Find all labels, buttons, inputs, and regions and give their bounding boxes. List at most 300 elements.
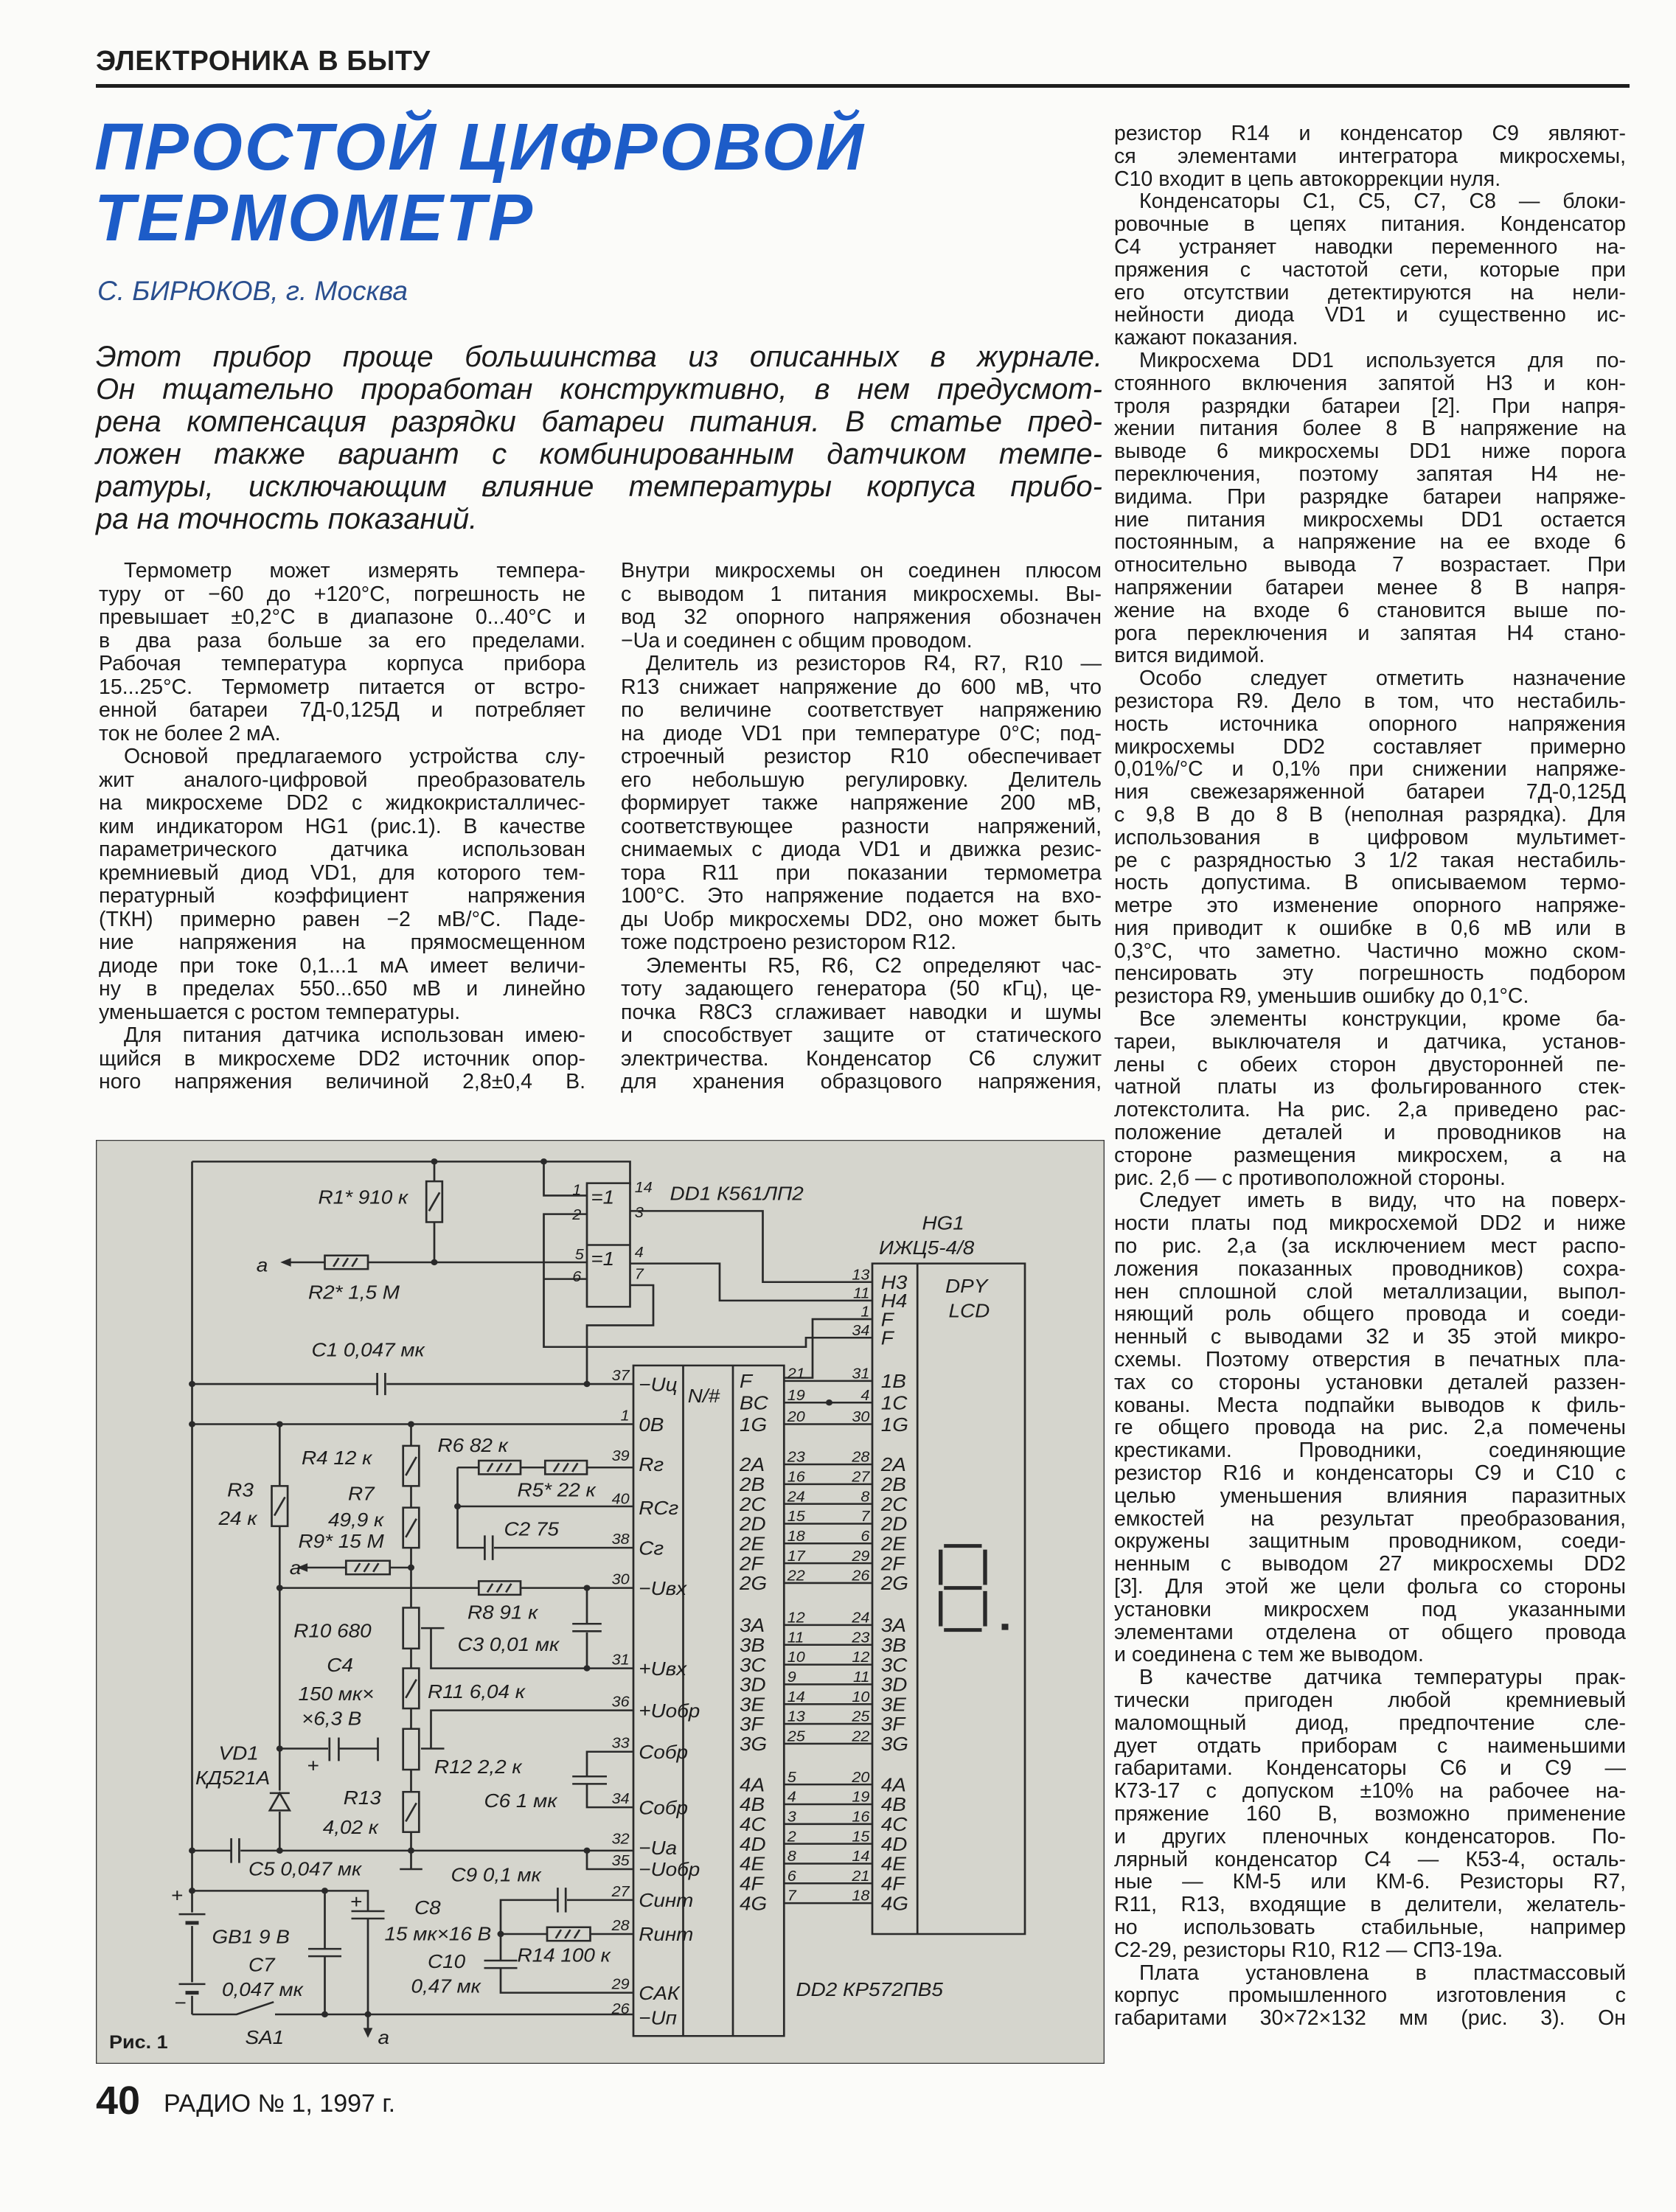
label-c7-value: 0,047 мк	[222, 1978, 303, 2000]
text-line: вится видимой.	[1114, 644, 1265, 668]
dd2-left-pin-label: −Ua	[639, 1837, 678, 1859]
hg1-pin-number: 8	[860, 1488, 870, 1506]
text-line: крестиками. Проводники, соединяющие	[1114, 1439, 1626, 1463]
hg1-segment-label: F	[880, 1309, 894, 1331]
dd2-left-pin-number: 37	[611, 1367, 630, 1384]
label-r11: R11 6,04 к	[428, 1680, 526, 1703]
dd2-right-pin-label: 3G	[740, 1733, 768, 1755]
text-line: емкостей на результат преобразования,	[1114, 1506, 1626, 1531]
dd2-left-pin-number: 30	[611, 1571, 630, 1588]
paragraph	[1114, 1008, 1626, 1189]
text-line: лотекстолита. На рис. 2,а приведено рас-	[1114, 1098, 1626, 1122]
label-r3: R3	[227, 1479, 254, 1501]
dd2-right-pin-number: 11	[787, 1630, 804, 1646]
text-line: C10 входит в цепь автокоррекции нуля.	[1114, 167, 1501, 191]
dd2-right-pin-number: 7	[787, 1888, 796, 1905]
dd2-left-pin-label: +Uобр	[639, 1700, 700, 1722]
text-line: C4 устраняет наводки переменного на-	[1114, 234, 1626, 259]
dd1-pin: 3	[634, 1204, 644, 1221]
text-line: стоянного включения запятой H3 и кон-	[1114, 371, 1626, 395]
dd2-left-pin-label: Cг	[639, 1537, 664, 1559]
hg1-pin-number: 18	[852, 1888, 870, 1905]
dd2-left-pin-label: Rг	[639, 1454, 664, 1476]
label-r9: R9* 15 М	[298, 1531, 384, 1552]
text-line: тоже подстроено резистором R12.	[621, 931, 957, 954]
text-line: ние напряжения на прямосмещенном	[99, 931, 585, 954]
text-line: переключения, поэтому запятая H4 не-	[1114, 462, 1626, 486]
hg1-segment-label: 4C	[880, 1813, 908, 1835]
text-line: тах со стороны установки деталей раззен-	[1114, 1370, 1626, 1394]
hg1-pin-number: 15	[852, 1828, 870, 1846]
label-r10: R10 680	[293, 1620, 372, 1642]
text-column-3	[1114, 122, 1626, 2030]
text-line: ного напряжения величиной 2,8±0,4 В.	[99, 1070, 585, 1093]
text-line: ные — КМ-5 или КМ-6. Резисторы R7,	[1114, 1870, 1626, 1894]
text-line: жение на входе 6 становится выше по-	[1114, 598, 1626, 622]
text-line: ния приводит к ошибке в 0,6 мВ или в	[1114, 916, 1626, 940]
paragraph	[621, 653, 1102, 955]
dd2-right-pin-label: 4E	[740, 1853, 765, 1875]
label-r12: R12 2,2 к	[434, 1756, 522, 1778]
text-line: относительно вывода 7 возрастает. При	[1114, 553, 1626, 577]
dd2-right-pin-number: 20	[787, 1408, 805, 1426]
label-c6: C6 1 мк	[484, 1790, 557, 1812]
label-c7: C7	[248, 1954, 275, 1976]
dd2-left-pin-number: 28	[611, 1917, 630, 1934]
text-line: К73-17 с допуском ±10% на рабочее на-	[1114, 1779, 1626, 1804]
dd2-right-pin-label: 1G	[740, 1413, 768, 1436]
label-a2: a	[289, 1557, 302, 1579]
text-line: по величине соответствует напряжению	[621, 698, 1102, 722]
text-line: нейности диода VD1 и существенно ис-	[1114, 303, 1626, 327]
dd1-gate-2-label: =1	[591, 1248, 615, 1270]
dd2-right-pin-number: 9	[787, 1669, 796, 1686]
text-line: параметрического датчика использован	[99, 838, 585, 861]
text-line: превышает ±0,2°С в диапазоне 0...40°С и	[99, 605, 585, 629]
dd2-right-pin-label: 2C	[740, 1493, 766, 1515]
hg1-segment-label: 4G	[880, 1893, 908, 1915]
paragraph	[621, 955, 1102, 1094]
dd2-right-pin-number: 13	[787, 1708, 805, 1725]
dd2-left-pin-label: −Uп	[639, 2007, 677, 2029]
text-line: тора R11 при показании термометра	[621, 860, 1102, 885]
hg1-pin-number: 25	[852, 1708, 870, 1725]
label-c10-value: 0,47 мк	[411, 1975, 481, 1997]
dd2-right-pin-label: 4F	[740, 1873, 764, 1895]
dd2-right-pin-label: 3B	[740, 1634, 765, 1656]
dd2-right-pin-label: 2B	[740, 1473, 765, 1495]
text-line: маломощный диод, предпочтение сле-	[1114, 1711, 1626, 1735]
text-line: пературный коэффициент напряжения	[99, 884, 585, 908]
text-line: и способствует защите от статического	[621, 1023, 1102, 1047]
text-line: резистора R9. Дело в том, что нестабиль-	[1114, 689, 1626, 713]
resistor-r4	[403, 1446, 420, 1486]
diode-vd1	[268, 1791, 291, 1812]
dd2-right-pin-number: 10	[787, 1649, 805, 1666]
dd1-pin: 14	[634, 1179, 653, 1197]
paragraph	[1114, 1962, 1626, 2030]
text-line: Он тщательно проработан конструктивно, в нем предусмот-	[96, 373, 1102, 406]
text-line: ность допустима. В описываемом термо-	[1114, 871, 1626, 895]
label-c8: C8	[414, 1897, 441, 1919]
text-line: Особо следует отметить назначение	[1139, 667, 1626, 691]
resistor-r2	[325, 1256, 369, 1269]
text-line: енной батареи 7Д-0,125Д и потребляет	[99, 698, 585, 722]
text-line: выводе 6 микросхемы DD1 ниже порога	[1114, 439, 1626, 464]
text-line: Термометр может измерять темпера-	[124, 559, 585, 582]
dd2-left-pin-label: −Uобр	[639, 1859, 700, 1880]
label-dd1: DD1 К561ЛП2	[670, 1183, 804, 1205]
hg1-segment-label: 4F	[880, 1873, 905, 1895]
label-c9: C9 0,1 мк	[451, 1864, 541, 1886]
hg1-segment-label: 2A	[880, 1454, 906, 1476]
dd2-right-pin-label: 2A	[740, 1454, 765, 1476]
text-line: Рабочая температура корпуса прибора	[99, 652, 585, 675]
label-c1: C1 0,047 мк	[311, 1339, 425, 1361]
text-line: вод 32 опорного напряжения обозначен	[621, 605, 1102, 629]
text-line: окружены защитным проводником, соеди-	[1114, 1529, 1626, 1554]
dd2-left-pin-label: −Uц	[639, 1374, 678, 1396]
text-line: соответствующее разности напряжений,	[621, 814, 1102, 838]
text-line: уменьшается с ростом температуры.	[99, 1000, 461, 1024]
text-line: кованы. Места подпайки выводов к филь-	[1114, 1393, 1626, 1417]
hg1-pin-number: 27	[852, 1469, 870, 1486]
dd2-left-pin-number: 36	[611, 1694, 630, 1711]
label-c4-plus: +	[307, 1755, 319, 1777]
label-vd1-type: КД521А	[195, 1767, 271, 1789]
text-line: чатной платы из фольгированного стек-	[1114, 1075, 1626, 1099]
text-line: щийся в микросхеме DD2 источник опор-	[99, 1046, 585, 1071]
text-line: диоде при токе 0,1...1 мА имеет величи-	[99, 953, 585, 978]
label-c10: C10	[428, 1950, 466, 1972]
text-line: лярный конденсатор C4 — К53-4, осталь-	[1114, 1847, 1626, 1871]
hg1-pin-number: 31	[852, 1366, 870, 1382]
text-line: снимаемых с диода VD1 и движка резис-	[621, 838, 1102, 861]
hg1-segment-label: 4E	[880, 1853, 906, 1875]
label-r7: R7	[348, 1483, 375, 1505]
text-line: постоянным, а напряжение на ее входе 6	[1114, 530, 1626, 554]
label-a1: a	[256, 1254, 268, 1276]
dd2-right-pin-label: 2G	[740, 1573, 768, 1594]
text-line: в два раза больше за его пределами.	[99, 628, 585, 653]
text-line: элементами отделена от общего провода	[1114, 1620, 1626, 1644]
hg1-pin-number: 26	[852, 1568, 870, 1585]
text-line: ды Uобр микросхемы DD2, оно может быть	[621, 907, 1102, 931]
dd2-right-pin-number: 12	[787, 1610, 805, 1627]
paragraph	[1114, 1189, 1626, 1666]
title-line-2: ТЕРМОМЕТР	[94, 181, 535, 255]
text-line: Плата установлена в пластмассовый	[1139, 1961, 1626, 1985]
dd2-right-pin-number: 21	[787, 1366, 805, 1382]
paragraph	[1114, 667, 1626, 1008]
text-line: ности платы под микросхемой DD2 и ниже	[1114, 1211, 1626, 1236]
text-line: с 9,8 В до 8 В (неполная разрядка). Для	[1114, 802, 1626, 827]
hg1-segment-label: 2B	[880, 1473, 906, 1495]
text-line: ненный с выводами 32 и 35 этой микро-	[1114, 1325, 1626, 1349]
resistor-r7	[403, 1508, 420, 1548]
text-line: Этот прибор проще большинства из описанных в журнале.	[96, 341, 1102, 373]
label-hg1: HG1	[922, 1212, 964, 1234]
text-line: Микросхема DD1 используется для по-	[1139, 348, 1626, 372]
text-line: габаритами 30×72×132 мм (рис. 3). Он	[1114, 2006, 1626, 2031]
text-line: ние питания микросхемы DD1 остается	[1114, 507, 1626, 532]
article-title	[94, 112, 866, 254]
paragraph	[1114, 190, 1626, 349]
hg1-segment-label: 2G	[880, 1573, 908, 1594]
hg1-segment-label: 3C	[880, 1654, 908, 1676]
hg1-pin-number: 16	[852, 1809, 870, 1826]
hg1-segment-label: 1B	[880, 1370, 906, 1392]
text-line: [3]. Для этой же цели фольга со стороны	[1114, 1575, 1626, 1599]
dd2-right-pin-number: 3	[787, 1809, 796, 1826]
text-line: резистор R16 и конденсаторы C9 и C10 с	[1114, 1461, 1626, 1486]
dd2-right-pin-label: 4D	[740, 1833, 766, 1855]
capacitor-c4	[328, 1737, 338, 1761]
text-line: C2-29, резисторы R10, R12 — СП3-19а.	[1114, 1938, 1503, 1962]
label-r5: R5* 22 к	[517, 1479, 596, 1501]
text-line: его отсутствии детектируются на нели-	[1114, 280, 1626, 305]
text-line: целью уменьшения влияния паразитных	[1114, 1484, 1626, 1508]
hg1-segment-label: 2F	[880, 1553, 905, 1575]
hg1-pin-number: 13	[852, 1267, 870, 1284]
hg1-segment-label: 2E	[880, 1533, 906, 1555]
dd2-left-pin-label: Cобр	[639, 1741, 689, 1763]
text-line: В качестве датчика температуры прак-	[1139, 1666, 1626, 1690]
text-line: Элементы R5, R6, C2 определяют час-	[646, 953, 1102, 978]
dd1-pin: 4	[634, 1244, 644, 1262]
text-line: жит аналого-цифровой преобразователь	[99, 768, 585, 792]
label-c5: C5 0,047 мк	[248, 1858, 362, 1880]
text-line: R11, R13, входящие в делители, желатель-	[1114, 1893, 1626, 1917]
hg1-segment-label: 4B	[880, 1794, 906, 1815]
capacitor-c7	[308, 1949, 341, 1956]
text-column-2	[621, 560, 1102, 1094]
dd2-right-pin-label: 4G	[740, 1893, 768, 1915]
hg1-segment-label: 1G	[880, 1413, 908, 1436]
text-line: тически пригоден любой кремниевый	[1114, 1688, 1626, 1712]
text-line: Делитель из резисторов R4, R7, R10 —	[646, 652, 1102, 675]
hg1-pin-number: 21	[852, 1868, 870, 1885]
dd2-left-pin-label: −Uвх	[639, 1577, 687, 1599]
label-r7-value: 49,9 к	[328, 1509, 384, 1531]
dd2-left-pin-label: Cинт	[639, 1889, 694, 1911]
hg1-pin-number: 22	[852, 1728, 870, 1745]
resistor-r6	[479, 1461, 521, 1474]
dd2-right-pin-number: 25	[787, 1728, 805, 1745]
text-line: по рис. 2,а (за исключением мест распо-	[1114, 1234, 1626, 1259]
text-line: няющий роль общего провода и соеди-	[1114, 1302, 1626, 1326]
dd2-left-pin-label: CАК	[639, 1982, 680, 2004]
hg1-pin-number: 6	[860, 1528, 870, 1545]
text-line: ге общего провода на рис. 2,а помечены	[1114, 1416, 1626, 1440]
dd1-pin: 6	[572, 1268, 582, 1285]
hg1-pin-number: 19	[852, 1789, 870, 1806]
text-line: стороне размещения микросхем, а на	[1114, 1143, 1626, 1167]
dd2-left-pin-label: 0В	[639, 1413, 664, 1436]
text-line: резистор R14 и конденсатор C9 являют-	[1114, 122, 1626, 145]
hg1-segment-label: 2C	[880, 1493, 908, 1515]
text-line: рога переключения и запятая H4 стано-	[1114, 621, 1626, 645]
dd2-left-pin-number: 39	[611, 1447, 630, 1464]
header-rule	[96, 84, 1630, 88]
hg1-segment-label: 3G	[880, 1733, 908, 1755]
dd2-right-pin-number: 22	[787, 1568, 805, 1585]
text-line: для хранения образцового напряжения,	[621, 1070, 1102, 1093]
label-r14: R14 100 к	[517, 1944, 611, 1966]
dd2-left-pin-number: 29	[611, 1976, 630, 1993]
dd2-right-pin-number: 6	[787, 1868, 796, 1885]
label-c4-value: 150 мк×	[298, 1683, 375, 1705]
hg1-segment-label: 3B	[880, 1634, 906, 1656]
text-line: ратуры, исключающим влияние температуры корпуса прибо-	[96, 470, 1102, 503]
label-c2: C2 75	[504, 1518, 559, 1540]
dd2-right-pin-number: 23	[787, 1449, 805, 1466]
hg1-pin-number: 11	[852, 1669, 870, 1686]
text-line: ток не более 2 мА.	[99, 721, 281, 745]
dd2-left-pin-number: 35	[611, 1852, 630, 1869]
text-line: ра на точность показаний.	[96, 503, 478, 535]
label-r6: R6 82 к	[437, 1435, 508, 1457]
text-line: видима. При разрядке батареи напряже-	[1114, 484, 1626, 509]
label-hg1-type: ИЖЦ5-4/8	[879, 1237, 975, 1259]
paragraph	[1114, 1666, 1626, 1961]
text-line: схемы. Поэтому отверстия в печатных пла-	[1114, 1348, 1626, 1372]
dd2-right-pin-number: 18	[787, 1528, 805, 1545]
label-battery-minus: −	[174, 1992, 187, 2014]
text-line: кремниевый диод VD1, для которого тем-	[99, 860, 585, 885]
dd2-left-pin-number: 38	[611, 1531, 630, 1548]
dd2-right-pin-label: 2F	[740, 1553, 764, 1575]
text-line: но использовать стабильные, например	[1114, 1915, 1626, 1939]
trimmer-r12	[403, 1729, 420, 1770]
dd2-right-pin-label: 3D	[740, 1674, 766, 1696]
text-line: габаритами. Конденсаторы C6 и C9 —	[1114, 1756, 1626, 1781]
dd2-right-pin-number: 16	[787, 1469, 805, 1486]
page-number: 40	[96, 2079, 141, 2123]
dd2-left-pin-number: 26	[611, 2000, 630, 2017]
dd2-left-pin-label: RCг	[639, 1497, 679, 1519]
text-line: и других пленочных конденсаторов. По-	[1114, 1824, 1626, 1848]
dd2-left-pin-number: 1	[620, 1408, 630, 1425]
hg1-segment-label: 3D	[880, 1674, 908, 1696]
text-line: ния свежезаряженной батареи 7Д-0,125Д	[1114, 780, 1626, 804]
text-line: его небольшую регулировку. Делитель	[621, 768, 1102, 792]
text-line: 0,3°С, что заметно. Частично можно ском-	[1114, 939, 1626, 963]
dd2-right-pin-number: 17	[787, 1548, 805, 1565]
text-line: корпус промышленного изготовления с	[1114, 1983, 1626, 2008]
text-line: использования в цифровом мультимет-	[1114, 825, 1626, 849]
label-c8-value: 15 мк×16 В	[384, 1923, 492, 1945]
hg1-pin-number: 1	[860, 1304, 870, 1321]
dd2-right-pin-number: 8	[787, 1848, 796, 1865]
dd2-right-pin-number: 19	[787, 1387, 805, 1404]
label-dpy: DPY	[945, 1275, 988, 1297]
hg1-pin-number: 23	[852, 1630, 870, 1646]
resistor-r9	[346, 1561, 389, 1574]
hg1-segment-label: F	[880, 1327, 894, 1349]
text-line: ровочные в цепях питания. Конденсатор	[1114, 212, 1626, 237]
label-adc: N/#	[687, 1385, 720, 1407]
dd2-right-pin-number: 15	[787, 1508, 805, 1525]
hg1-pin-number: 34	[852, 1322, 870, 1339]
text-line: строечный резистор R10 обеспечивает	[621, 745, 1102, 768]
figure-caption: Рис. 1	[109, 2031, 168, 2053]
dd2-right-pin-label: 3E	[740, 1694, 765, 1716]
text-line: ну в пределах 550...650 мВ и линейно	[99, 977, 585, 1001]
text-line: Основой предлагаемого устройства слу-	[124, 745, 585, 768]
label-r13-value: 4,02 к	[322, 1817, 378, 1838]
dd2-left-pin-number: 32	[611, 1831, 630, 1848]
text-line: лены с обеих сторон двусторонней пе-	[1114, 1052, 1626, 1077]
dd2-right-pin-label: F	[740, 1370, 753, 1392]
hg1-segment-label: 2D	[880, 1513, 908, 1535]
text-line: Внутри микросхемы он соединен плюсом	[621, 559, 1102, 582]
resistor-r3	[272, 1486, 288, 1526]
dd1-gate-1-label: =1	[591, 1186, 615, 1208]
text-line: 0,01%/°С и 0,1% при снижении напряже-	[1114, 757, 1626, 782]
hg1-pin-number: 12	[852, 1649, 870, 1666]
label-r4: R4 12 к	[302, 1447, 372, 1469]
resistor-r13	[403, 1792, 420, 1832]
text-line: ложения показанных проводников) сохра-	[1114, 1256, 1626, 1281]
label-r2: R2* 1,5 М	[308, 1281, 400, 1304]
text-line: ким индикатором HG1 (рис.1). В качестве	[99, 814, 585, 838]
label-dd2: DD2 КР572ПВ5	[796, 1978, 943, 2000]
capacitor-c1	[378, 1373, 387, 1395]
dd2-right-pin-label: 3C	[740, 1654, 766, 1676]
dd1-pin: 7	[634, 1266, 644, 1283]
text-line: микросхемы DD2 составляет примерно	[1114, 734, 1626, 759]
label-a3: a	[378, 2027, 390, 2048]
text-line: пенсировать эту погрешность подбором	[1114, 961, 1626, 986]
text-line: нен сплошной слой металлизации, выпол-	[1114, 1279, 1626, 1304]
label-lcd: LCD	[948, 1300, 990, 1322]
article-author: С. БИРЮКОВ, г. Москва	[97, 276, 408, 306]
label-c4: C4	[327, 1654, 353, 1676]
text-line: резистора R9, уменьшив ошибку до 0,1°С.	[1114, 984, 1529, 1009]
dd2-right-pin-label: 3A	[740, 1615, 765, 1636]
dd2-right-pin-label: BC	[740, 1392, 768, 1414]
text-line: рена компенсация разрядки батареи питания. В статье пред-	[96, 406, 1102, 438]
dd1-pin: 2	[572, 1206, 582, 1223]
dd2-right-pin-label: 3F	[740, 1714, 764, 1736]
trimmer-r10	[403, 1607, 420, 1648]
text-line: R13 снижает напряжение до 600 мВ, что	[621, 675, 1102, 699]
text-line: ся элементами интегратора микросхемы,	[1114, 144, 1626, 168]
text-line: на диоде VD1 при температуре 0°С; под-	[621, 721, 1102, 745]
label-r8: R8 91 к	[467, 1601, 538, 1624]
paragraph	[621, 560, 1102, 653]
label-c4-voltage: ×6,3 В	[302, 1708, 362, 1730]
dd2-left-pin-number: 34	[611, 1790, 630, 1807]
text-line: ложен также вариант с комбинированным датчиком темпе-	[96, 438, 1102, 470]
lead-paragraph	[96, 341, 1102, 535]
text-line: кажают показания.	[1114, 326, 1298, 350]
text-line: Следует иметь в виду, что на поверх-	[1139, 1189, 1626, 1213]
dd2-right-pin-number: 2	[787, 1828, 796, 1846]
paragraph	[99, 745, 585, 1024]
text-line: троля разрядки батареи [2]. При напря-	[1114, 394, 1626, 418]
dd2-left-pin-number: 40	[611, 1491, 630, 1508]
text-line: ненным с выводом 27 микросхемы DD2	[1114, 1552, 1626, 1576]
text-line: с выводом 1 питания микросхемы. Вы-	[621, 582, 1102, 606]
dd2-right-pin-number: 14	[787, 1688, 805, 1705]
paragraph	[1114, 122, 1626, 190]
hg1-segment-label: H4	[880, 1290, 908, 1312]
label-c3: C3 0,01 мк	[457, 1634, 560, 1655]
dd2-right-pin-number: 24	[787, 1488, 805, 1506]
capacitor-c2	[484, 1535, 494, 1560]
